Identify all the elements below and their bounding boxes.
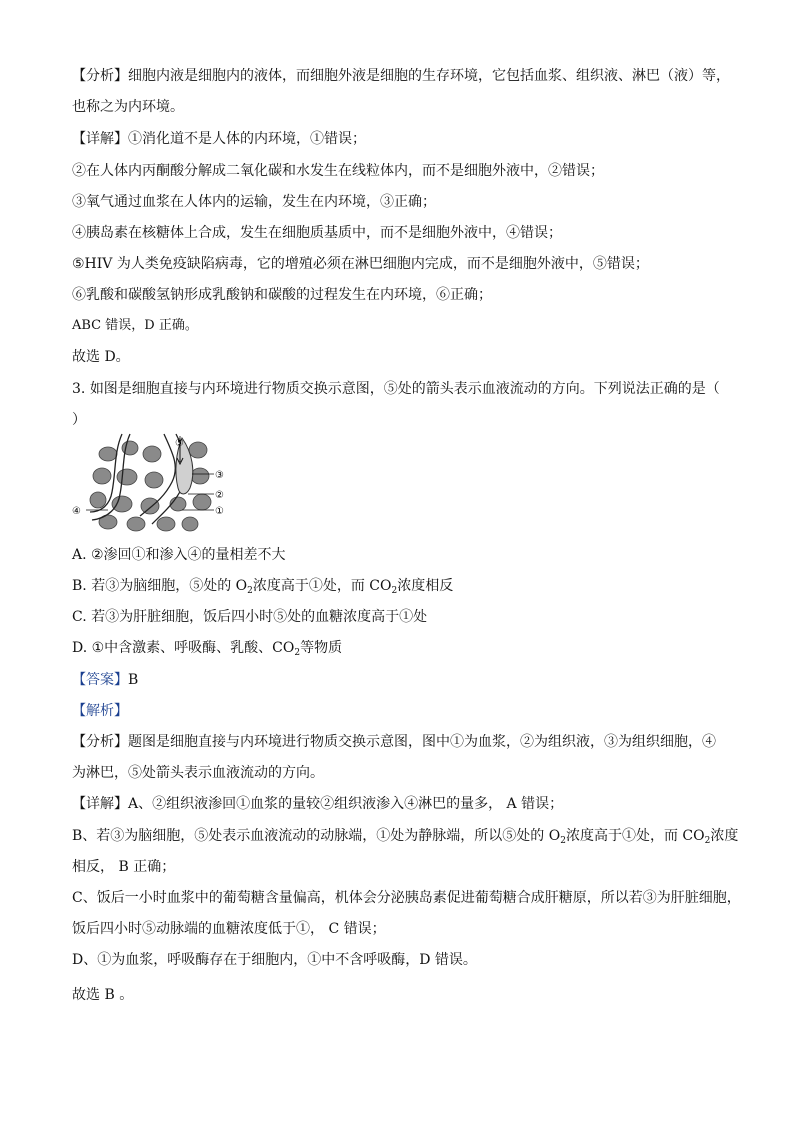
option-b-text-2: 浓度高于①处，而 CO: [252, 578, 392, 594]
option-d-text-1: D. ①中含激素、呼吸酶、乳酸、CO: [72, 640, 295, 656]
label-2: ②: [215, 490, 224, 501]
detail-b-text-3: 浓度: [710, 828, 739, 844]
prev-detail-tag: 【详解】: [72, 131, 128, 147]
prev-analysis-line-2: 也称之为内环境。: [72, 99, 184, 115]
question-stem-text: 如图是细胞直接与内环境进行物质交换示意图，⑤处的箭头表示血液流动的方向。下列说法正确的是（: [89, 381, 720, 397]
prev-analysis-line-1: [72, 66, 730, 86]
cell: [90, 492, 106, 508]
prev-detail-item-1: ①消化道不是人体的内环境，①错误；: [128, 131, 366, 147]
answer-line: [72, 670, 138, 690]
option-d-text-2: 等物质: [300, 640, 343, 656]
option-b: [72, 576, 453, 601]
tissue-exchange-diagram: [72, 432, 232, 532]
detail-line-c1: C、饭后一小时血浆中的葡萄糖含量偏高，机体会分泌胰岛素促进葡萄糖合成肝糖原，所以若③为肝脏细胞，: [72, 890, 741, 906]
analysis-line-2: 为淋巴，⑤处箭头表示血液流动的方向。: [72, 765, 324, 781]
label-5: ⑤: [175, 438, 184, 449]
option-c: C. 若③为肝脏细胞，饭后四小时⑤处的血糖浓度高于①处: [72, 609, 428, 625]
label-3: ③: [215, 470, 224, 481]
cell: [93, 468, 111, 484]
cell: [112, 496, 132, 512]
explain-tag: 【解析】: [72, 703, 128, 719]
cell: [191, 468, 209, 484]
detail-line-b2: 相反， B 正确；: [72, 859, 176, 875]
answer-tag: 【答案】: [72, 672, 128, 688]
cell: [170, 497, 186, 511]
prev-detail-conclusion: 故选 D。: [72, 349, 130, 365]
cell: [143, 446, 161, 462]
prev-detail-item-4: ④胰岛素在核糖体上合成，发生在细胞质基质中，而不是细胞外液中，④错误；: [72, 225, 562, 241]
cell: [182, 517, 198, 531]
option-b-sub-2: 2: [391, 586, 398, 596]
cell: [189, 442, 207, 458]
detail-b-text-1: B、若③为脑细胞，⑤处表示血液流动的动脉端，①处为静脉端，所以⑤处的 O: [72, 828, 561, 844]
analysis-tag: 【分析】: [72, 734, 128, 750]
option-d-sub: 2: [294, 648, 301, 658]
prev-analysis-tag: 【分析】: [72, 68, 128, 84]
option-b-text-1: B. 若③为脑细胞，⑤处的 O: [72, 578, 248, 594]
question-stem-line-2: ）: [72, 412, 86, 428]
analysis-line-1: [72, 732, 716, 752]
prev-detail-summary: ABC 错误，D 正确。: [72, 318, 198, 333]
prev-detail-item-5: ⑤HIV 为人类免疫缺陷病毒，它的增殖必须在淋巴细胞内完成，而不是细胞外液中，⑤错误；: [72, 256, 649, 272]
prev-detail-item-3: ③氧气通过血浆在人体内的运输，发生在内环境，③正确；: [72, 194, 436, 210]
detail-a: A、②组织液渗回①血浆的量较②组织液渗入④淋巴的量多， A 错误；: [128, 796, 564, 812]
detail-line-a: [72, 794, 563, 814]
cell: [193, 494, 211, 510]
answer-value: B: [128, 672, 139, 688]
cell: [141, 498, 159, 514]
option-d: [72, 638, 342, 663]
detail-b-text-2: 浓度高于①处，而 CO: [565, 828, 705, 844]
option-a: A. ②渗回①和渗入④的量相差不大: [72, 547, 286, 563]
option-b-sub-1: 2: [247, 586, 253, 596]
label-1: ①: [215, 506, 224, 517]
detail-b-sub-2: 2: [704, 836, 711, 846]
cell: [127, 517, 145, 531]
detail-tag: 【详解】: [72, 796, 128, 812]
detail-line-d: D、①为血浆，呼吸酶存在于细胞内，①中不含呼吸酶，D 错误。: [72, 952, 477, 968]
analysis-text-1: 题图是细胞直接与内环境进行物质交换示意图，图中①为血浆，②为组织液，③为组织细胞，④: [128, 734, 716, 750]
detail-conclusion: 故选 B 。: [72, 987, 134, 1003]
cell: [145, 472, 163, 488]
prev-detail-item-2: ②在人体内丙酮酸分解成二氧化碳和水发生在线粒体内，而不是细胞外液中，②错误；: [72, 163, 604, 179]
label-4: ④: [72, 506, 81, 517]
detail-line-c2: 饭后四小时⑤动脉端的血糖浓度低于①， C 错误；: [72, 921, 386, 937]
cell: [99, 447, 117, 461]
prev-detail-line-1: [72, 129, 366, 149]
detail-line-b1: [72, 826, 738, 851]
detail-b-sub-1: 2: [560, 836, 566, 846]
question-number: 3.: [72, 381, 86, 397]
prev-detail-item-6: ⑥乳酸和碳酸氢钠形成乳酸钠和碳酸的过程发生在内环境，⑥正确；: [72, 287, 492, 303]
prev-analysis-text: 细胞内液是细胞内的液体，而细胞外液是细胞的生存环境，它包括血浆、组织液、淋巴（液）等，: [128, 68, 730, 84]
cell: [117, 469, 137, 485]
question-stem-line-1: [72, 379, 720, 399]
cell: [157, 517, 175, 531]
option-b-text-3: 浓度相反: [397, 578, 454, 594]
